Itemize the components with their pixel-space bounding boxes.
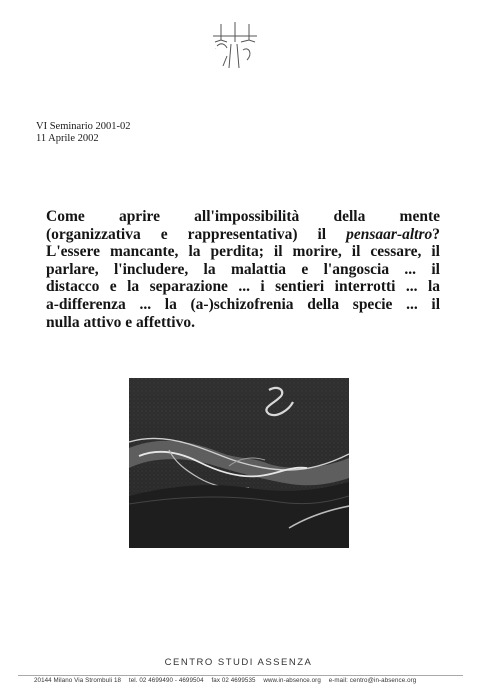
- paragraph-line: Come aprire all'impossibilità della mente: [46, 208, 440, 225]
- paragraph-line: distacco e la separazione ... i sentieri interrotti ... la: [46, 278, 440, 296]
- paragraph-text: ?: [432, 225, 440, 243]
- footer-web[interactable]: www.in-absence.org: [263, 677, 321, 684]
- paragraph-line: [46, 226, 440, 244]
- seminar-title: VI Seminario 2001-02: [36, 121, 131, 132]
- paragraph-line: L'essere mancante, la perdita; il morire, il cessare, il: [46, 243, 440, 261]
- seminar-date: 11 Aprile 2002: [36, 132, 99, 144]
- paragraph-line: parlare, l'includere, la malattia e l'angoscia ... il: [46, 260, 440, 278]
- emphasized-term: pensaar-altro: [346, 225, 433, 243]
- footer-fax: fax 02 4699535: [211, 677, 256, 684]
- footer-divider: [18, 675, 463, 676]
- paragraph-line: a-differenza ... la (a-)schizofrenia della specie ... il: [46, 295, 440, 313]
- footer-tel: tel. 02 4699490 - 4699504: [128, 677, 204, 684]
- landscape-photo: [129, 378, 349, 548]
- footer-email[interactable]: e-mail: centro@in-absence.org: [328, 677, 417, 684]
- organization-name: CENTRO STUDI ASSENZA: [164, 657, 313, 668]
- main-paragraph: [46, 208, 440, 331]
- seminar-header: [36, 121, 131, 144]
- paragraph-text: (organizzativa e rappresentativa) il: [46, 225, 347, 243]
- svg-text:·: ·: [215, 47, 217, 52]
- footer-contact: [34, 677, 464, 684]
- logo-icon: [207, 20, 263, 70]
- footer-address: 20144 Milano Via Strombuli 18: [34, 677, 122, 684]
- paragraph-line: nulla attivo e affettivo.: [46, 313, 195, 331]
